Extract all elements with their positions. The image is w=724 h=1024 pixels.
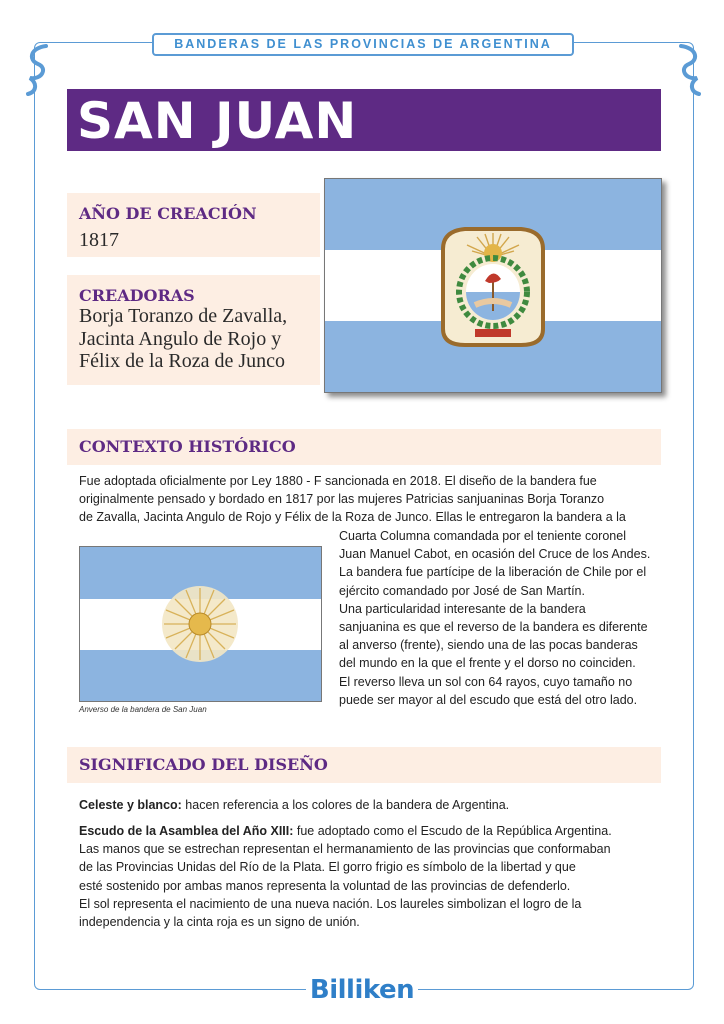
brand-name: Billiken <box>309 975 415 1005</box>
design-text: fue adoptado como el Escudo de la República Argentina. <box>293 824 612 838</box>
design-term: Celeste y blanco: <box>79 798 182 812</box>
flag-front-image <box>324 178 662 393</box>
page-title: SAN JUAN <box>77 92 358 150</box>
title-bar <box>67 89 661 151</box>
text-line: ejército comandado por José de San Martín. <box>339 583 585 598</box>
text-line: Las manos que se estrechan representan el hermanamiento de las provincias que conformaban <box>79 842 611 857</box>
flag-caption: Anverso de la bandera de San Juan <box>79 705 207 714</box>
design-term: Escudo de la Asamblea del Año XIII: <box>79 824 294 838</box>
design-section-bar <box>67 747 661 783</box>
ribbon-curl-right-icon <box>677 42 703 96</box>
text-line: Juan Manuel Cabot, en ocasión del Cruce de los Andes. <box>339 547 651 562</box>
creator-line: Jacinta Angulo de Rojo y <box>79 327 282 350</box>
creators-list <box>79 305 287 373</box>
year-label: AÑO DE CREACIÓN <box>79 204 257 223</box>
text-line: Fue adoptada oficialmente por Ley 1880 - F sancionada en 2018. El diseño de la bandera fue <box>79 474 597 488</box>
ribbon-curl-left-icon <box>24 42 50 96</box>
text-line: esté sostenido por ambas manos representa la voluntad de las provincias de defenderlo. <box>79 878 571 893</box>
text-line: de las Provincias Unidas del Río de la Plata. El gorro frigio es símbolo de la libertad y que <box>79 860 576 875</box>
text-line: Una particularidad interesante de la bandera <box>339 601 586 616</box>
design-item-colors <box>79 796 679 814</box>
billiken-logo <box>306 970 418 1010</box>
text-line: del mundo en la que el frente y el dorso no coinciden. <box>339 656 636 671</box>
context-section-bar <box>67 429 661 465</box>
flag-reverse-image <box>79 546 322 702</box>
sun-of-may-icon <box>162 586 238 662</box>
creators-label: CREADORAS <box>79 286 195 305</box>
creator-line: Borja Toranzo de Zavalla, <box>79 305 288 327</box>
text-line: La bandera fue partícipe de la liberación de Chile por el <box>339 565 647 580</box>
text-line: puede ser mayor al del escudo que está del otro lado. <box>339 692 638 707</box>
text-line: El reverso lleva un sol con 64 rayos, cuyo tamaño no <box>339 674 633 689</box>
text-line: Cuarta Columna comandada por el teniente coronel <box>339 529 626 543</box>
design-text: hacen referencia a los colores de la bandera de Argentina. <box>181 798 510 812</box>
text-line: El sol representa el nacimiento de una nueva nación. Los laureles simbolizan el logro de la <box>79 896 582 911</box>
design-title: SIGNIFICADO DEL DISEÑO <box>79 755 328 774</box>
creator-line: Félix de la Roza de Junco <box>79 350 286 372</box>
context-paragraph-side <box>339 527 679 709</box>
text-line: originalmente pensado y bordado en 1817 por las mujeres Patricias sanjuaninas Borja Toranzo <box>79 492 605 507</box>
creators-box <box>67 275 320 385</box>
year-box <box>67 193 320 257</box>
text-line: al anverso (frente), siendo una de las pocas banderas <box>339 638 638 653</box>
coat-of-arms-icon <box>443 229 543 345</box>
text-line: de Zavalla, Jacinta Angulo de Rojo y Félix de la Roza de Junco. Ellas le entregaron la bandera a la <box>79 510 626 525</box>
context-title: CONTEXTO HISTÓRICO <box>79 437 296 456</box>
text-line: independencia y la cinta roja es un signo de unión. <box>79 915 360 930</box>
design-item-shield <box>79 822 679 931</box>
text-line: sanjuanina es que el reverso de la bandera es diferente <box>339 620 648 635</box>
year-value: 1817 <box>79 229 119 251</box>
series-banner: BANDERAS DE LAS PROVINCIAS DE ARGENTINA <box>152 33 574 56</box>
context-paragraph-top <box>79 472 669 527</box>
